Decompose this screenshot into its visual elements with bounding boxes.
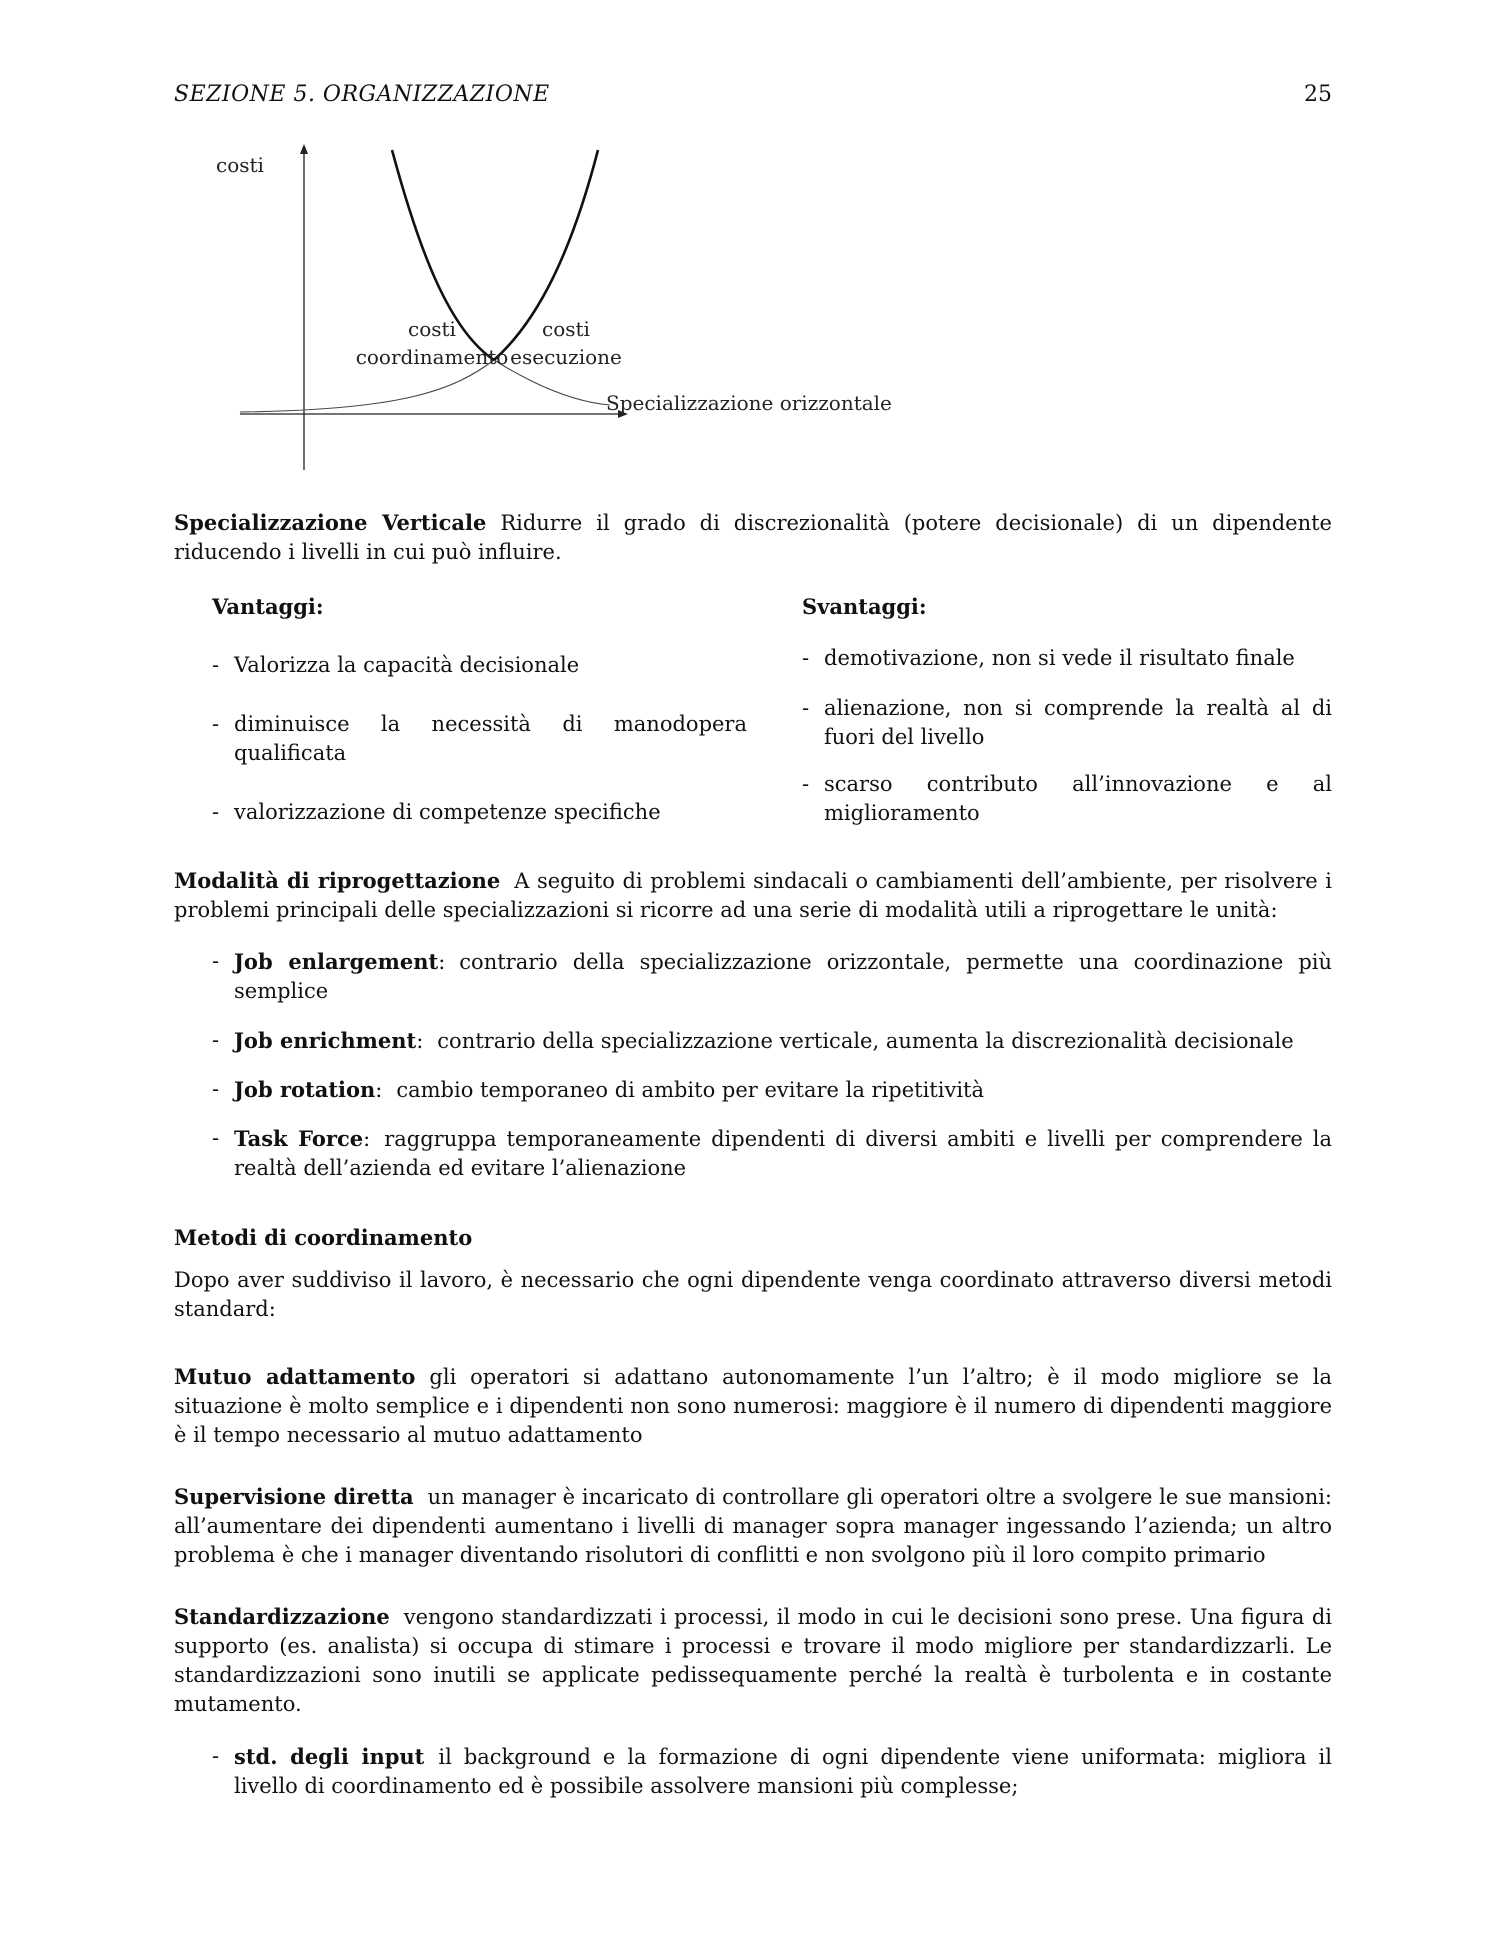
spec-verticale-heading: Specializzazione Verticale <box>174 510 487 535</box>
list-item: - Job enrichment: contrario della specializzazione verticale, aumenta la discrezionalità decisionale <box>212 1028 1294 1053</box>
supervisione-text: un manager è incaricato di controllare gli operatori oltre a svolgere le sue mansioni: all’aumentare dei dipendenti aumentano i livelli di manager sopra manager ingessando l’azienda; un altro problema è che i manager diventando risolutori di conflitti e non svolgono più il loro compito primario <box>174 1485 1333 1567</box>
standardizzazione-paragraph <box>174 1602 1332 1719</box>
list-item: - alienazione, non si comprende la realtà al di fuori del livello <box>802 696 1332 749</box>
standardizzazione-text: vengono standardizzati i processi, il modo in cui le decisioni sono prese. Una figura di supporto (es. analista) si occupa di stimare i processi e trovare il modo migliore per standardizzarli. Le standardizzazioni sono inutili se applicate pedissequamente perché la realtà è turbolenta e in costante mutamento. <box>174 1605 1332 1716</box>
page-header <box>174 80 1332 109</box>
supervisione-paragraph <box>174 1482 1332 1570</box>
label-exec-2: esecuzione <box>510 345 622 369</box>
riprogettazione-heading: Modalità di riprogettazione <box>174 868 501 893</box>
riprogettazione-paragraph <box>174 866 1332 925</box>
list-item: - diminuisce la necessità di manodopera qualificata <box>212 712 747 765</box>
x-axis-label: Specializzazione orizzontale <box>606 391 892 415</box>
y-axis-arrow <box>300 144 308 154</box>
vantaggi-column <box>212 592 747 824</box>
coordinamento-intro: Dopo aver suddiviso il lavoro, è necessario che ogni dipendente venga coordinato attraverso diversi metodi standard: <box>174 1268 1332 1321</box>
spec-verticale-paragraph <box>174 508 1332 567</box>
list-item: - scarso contributo all’innovazione e al miglioramento <box>802 772 1332 825</box>
vantaggi-title: Vantaggi: <box>212 594 324 619</box>
supervisione-heading: Supervisione diretta <box>174 1484 414 1509</box>
list-item: - valorizzazione di competenze specifiche <box>212 800 661 824</box>
standardizzazione-heading: Standardizzazione <box>174 1604 390 1629</box>
list-item: - Job enlargement: contrario della specializzazione orizzontale, permette una coordinazione più semplice <box>212 949 1332 1003</box>
section-title: SEZIONE 5. ORGANIZZAZIONE <box>174 82 550 107</box>
spec-verticale-text: Ridurre il grado di discrezionalità (potere decisionale) di un dipendente riducendo i livelli in cui può influire. <box>174 511 1332 564</box>
list-item: - demotivazione, non si vede il risultato finale <box>802 646 1295 670</box>
riprogettazione-text: A seguito di problemi sindacali o cambiamenti dell’ambiente, per risolvere i problemi principali delle specializzazioni si ricorre ad una serie di modalità utili a riprogettare le unità: <box>174 869 1332 922</box>
svantaggi-title: Svantaggi: <box>802 594 927 619</box>
list-item: - Task Force: raggruppa temporaneamente dipendenti di diversi ambiti e livelli per comprendere la realtà dell’azienda ed evitare l’alienazione <box>212 1126 1333 1180</box>
list-item: - std. degli input il background e la formazione di ogni dipendente viene uniformata: migliora il livello di coordinamento ed è possibile assolvere mansioni più complesse; <box>212 1744 1332 1798</box>
label-exec-1: costi <box>542 317 590 341</box>
mutuo-heading: Mutuo adattamento <box>174 1364 416 1389</box>
svantaggi-column <box>802 592 1332 825</box>
y-axis-label: costi <box>216 153 264 177</box>
page-number: 25 <box>1304 82 1332 107</box>
list-item: - Valorizza la capacità decisionale <box>212 653 580 677</box>
label-coord-1: costi <box>408 317 456 341</box>
mutuo-paragraph <box>174 1362 1332 1450</box>
coordinamento-heading: Metodi di coordinamento <box>174 1225 473 1250</box>
cost-diagram <box>174 140 934 480</box>
label-coord-2: coordinamento <box>355 345 509 369</box>
mutuo-text: gli operatori si adattano autonomamente l’un l’altro; è il modo migliore se la situazione è molto semplice e i dipendenti non sono numerosi: maggiore è il numero di dipendenti maggiore è il tempo necessario al mutuo adattamento <box>174 1365 1332 1447</box>
list-item: - Job rotation: cambio temporaneo di ambito per evitare la ripetitività <box>212 1077 984 1102</box>
